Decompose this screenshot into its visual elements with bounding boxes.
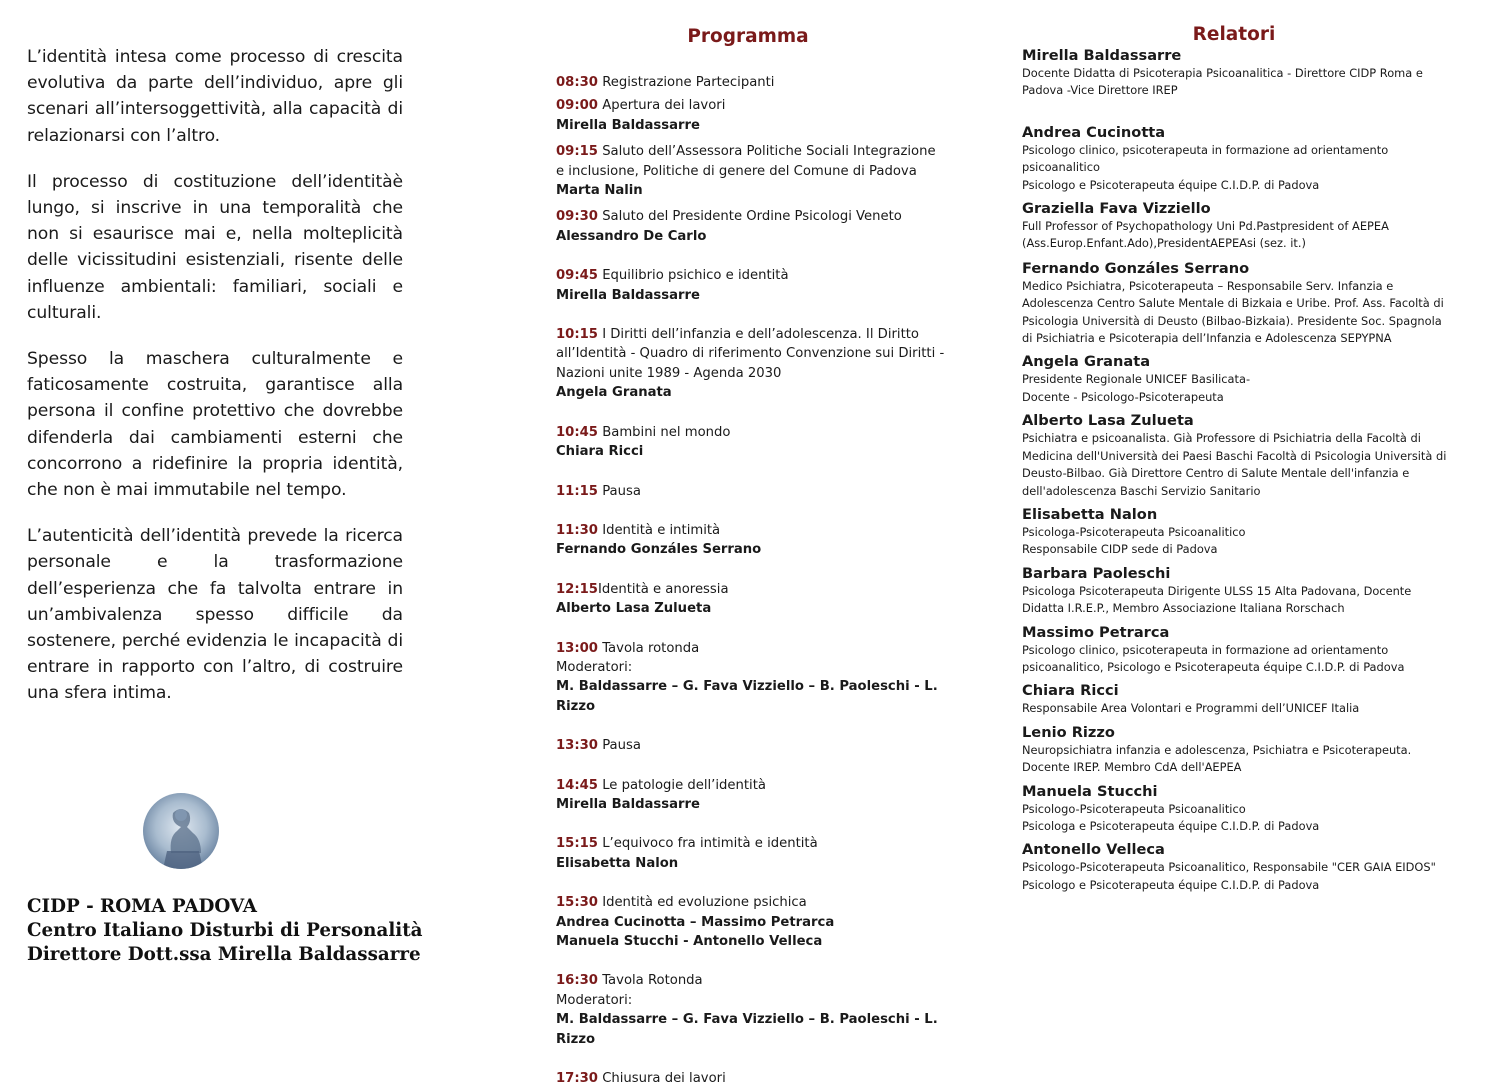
program-text: Pausa xyxy=(602,738,641,754)
speaker-description: Docente Didatta di Psicoterapia Psicoanalitica - Direttore CIDP Roma e Padova -Vice Direttore IREP xyxy=(1022,66,1423,98)
speaker-description: Responsabile Area Volontari e Programmi dell’UNICEF Italia xyxy=(1022,701,1360,716)
speaker-entry xyxy=(1022,682,1452,717)
program-time: 13:30 xyxy=(556,738,598,754)
program-speaker: Mirella Baldassarre xyxy=(556,117,700,133)
org-line-3: Direttore Dott.ssa Mirella Baldassarre xyxy=(27,944,421,965)
program-speaker: Marta Nalin xyxy=(556,183,643,199)
speaker-entry xyxy=(1022,200,1452,253)
program-time: 09:45 xyxy=(556,268,598,284)
speaker-description: Psicologo clinico, psicoterapeuta in formazione ad orientamento psicoanalitico Psicologo e Psicoterapeuta équipe C.I.D.P. di Padova xyxy=(1022,142,1389,192)
program-time: 11:15 xyxy=(556,483,598,499)
program-time: 10:15 xyxy=(556,327,598,343)
program-speaker: Andrea Cucinotta – Massimo Petrarca xyxy=(556,914,835,930)
intro-paragraph: Il processo di costituzione dell’identitàè lungo, si inscrive in una temporalità che non si esaurisce mai e, nella molteplicità delle vicissitudini esistenziali, risente delle influenze ambientali: familiari, sociali e culturali. xyxy=(27,171,403,323)
program-text: Identità e intimità xyxy=(602,522,721,538)
speaker-description: Psicologo-Psicoterapeuta Psicoanalitico, Responsabile "CER GAIA EIDOS" Psicologo e Psicoterapeuta équipe C.I.D.P. di Padova xyxy=(1022,860,1436,892)
speaker-entry xyxy=(1022,412,1452,500)
speaker-name: Chiara Ricci xyxy=(1022,682,1119,700)
program-item xyxy=(556,639,946,717)
program-text: Chiusura dei lavori xyxy=(602,1071,726,1087)
speaker-entry xyxy=(1022,353,1452,406)
statue-icon xyxy=(143,793,219,869)
speaker-description: Psicologo-Psicoterapeuta Psicoanalitico Psicologa e Psicoterapeuta équipe C.I.D.P. di Padova xyxy=(1022,801,1320,833)
program-item xyxy=(556,971,946,1049)
program-text: Identità ed evoluzione psichica xyxy=(602,895,807,911)
program-text: Saluto del Presidente Ordine Psicologi Veneto xyxy=(602,209,902,225)
organization-block xyxy=(27,895,423,967)
program-time: 09:15 xyxy=(556,144,598,160)
speaker-name: Graziella Fava Vizziello xyxy=(1022,200,1211,218)
program-speaker: M. Baldassarre – G. Fava Vizziello – B. Paoleschi - L. Rizzo xyxy=(556,679,938,714)
program-text: Tavola rotonda xyxy=(602,640,700,656)
speaker-description: Full Professor of Psychopathology Uni Pd.Pastpresident of AEPEA (Ass.Europ.Enfant.Ado),PresidentAEPEAsi (sez. it.) xyxy=(1022,219,1389,251)
speaker-name: Lenio Rizzo xyxy=(1022,723,1115,741)
program-time: 08:30 xyxy=(556,75,598,90)
program-text: Registrazione Partecipanti xyxy=(602,75,775,90)
program-speaker: M. Baldassarre – G. Fava Vizziello – B. Paoleschi - L. Rizzo xyxy=(556,1012,938,1047)
program-speaker: Chiara Ricci xyxy=(556,444,644,460)
program-item xyxy=(556,580,946,619)
program-speaker: Mirella Baldassarre xyxy=(556,287,700,303)
program-time: 15:30 xyxy=(556,895,598,911)
program-text: Pausa xyxy=(602,483,641,499)
program-text: Apertura dei lavori xyxy=(602,98,726,114)
speaker-name: Andrea Cucinotta xyxy=(1022,123,1166,141)
speaker-entry xyxy=(1022,565,1452,618)
program-time: 12:15 xyxy=(556,581,598,597)
program-item xyxy=(556,325,946,403)
program-item xyxy=(556,73,946,92)
speaker-name: Barbara Paoleschi xyxy=(1022,564,1171,582)
program-text: Equilibrio psichico e identità xyxy=(602,268,789,284)
program-speaker: Alessandro De Carlo xyxy=(556,228,707,244)
speaker-entry xyxy=(1022,624,1452,677)
speaker-description: Presidente Regionale UNICEF Basilicata- Docente - Psicologo-Psicoterapeuta xyxy=(1022,372,1251,404)
program-time: 09:30 xyxy=(556,209,598,225)
program-item xyxy=(556,893,946,951)
speaker-description: Medico Psichiatra, Psicoterapeuta – Responsabile Serv. Infanzia e Adolescenza Centro Salute Mentale di Bizkaia e Uribe. Prof. Ass. Facoltà di Psicologia Università di Deusto (Bilbao-Bizkaia). Presidente Soc. Spagnola di Psichiatria e Psicoterapia dell’Infanzia e Adolescenza SEPYPNA xyxy=(1022,278,1444,346)
program-speaker: Mirella Baldassarre xyxy=(556,796,700,812)
speaker-description: Psichiatra e psicoanalista. Già Professore di Psichiatria della Facoltà di Medicina dell'Università dei Paesi Baschi Facoltà di Psicologia Università di Deusto-Bilbao. Già Direttore Centro di Salute Mentale dell'infanzia e dell'adolescenza Baschi Servizio Sanitario xyxy=(1022,431,1447,498)
program-time: 16:30 xyxy=(556,973,598,989)
speaker-description: Psicologa-Psicoterapeuta Psicoanalitico Responsabile CIDP sede di Padova xyxy=(1022,524,1246,557)
program-time: 10:45 xyxy=(556,424,598,440)
org-line-1: CIDP - ROMA PADOVA xyxy=(27,896,257,917)
speaker-description: Psicologo clinico, psicoterapeuta in formazione ad orientamento psicoanalitico, Psicologo e Psicoterapeuta équipe C.I.D.P. di Padova xyxy=(1022,642,1405,674)
program-item xyxy=(556,142,946,200)
speaker-description: Psicologa Psicoterapeuta Dirigente ULSS 15 Alta Padovana, Docente Didatta I.R.E.P., Membro Associazione Italiana Rorschach xyxy=(1022,583,1412,616)
programma-column xyxy=(556,26,946,1088)
program-time: 14:45 xyxy=(556,777,598,793)
speaker-name: Angela Granata xyxy=(1022,353,1151,371)
intro-paragraph: L’identità intesa come processo di crescita evolutiva da parte dell’individuo, apre gli scenari all’intersoggettività, alla capacità di relazionarsi con l’altro. xyxy=(27,47,403,146)
speaker-name: Mirella Baldassarre xyxy=(1022,47,1182,64)
speaker-entry xyxy=(1022,47,1452,100)
intro-paragraph: L’autenticità dell’identità prevede la ricerca personale e la trasformazione dell’esperienza che fa talvolta entrare in un’ambivalenza spesso difficile da sostenere, perché evidenzia le incapacità di entrare in rapporto con l’altro, di costruire una sfera intima. xyxy=(27,526,403,704)
program-item xyxy=(556,482,946,501)
speaker-entry xyxy=(1022,124,1452,194)
relatori-title: Relatori xyxy=(1192,24,1276,45)
cidp-logo-image xyxy=(143,793,219,869)
program-speaker: Angela Granata xyxy=(556,385,672,401)
speaker-entry xyxy=(1022,841,1452,894)
speaker-entry xyxy=(1022,260,1452,348)
program-item xyxy=(556,736,946,755)
speaker-name: Fernando Gonzáles Serrano xyxy=(1022,259,1250,277)
program-speaker: Fernando Gonzáles Serrano xyxy=(556,542,762,558)
program-text: Identità e anoressia xyxy=(597,581,729,597)
speaker-entry xyxy=(1022,783,1452,836)
programma-title: Programma xyxy=(687,26,809,47)
program-time: 09:00 xyxy=(556,98,598,114)
program-item xyxy=(556,96,946,135)
program-item xyxy=(556,776,946,815)
speaker-description: Neuropsichiatra infanzia e adolescenza, Psichiatra e Psicoterapeuta. Docente IREP. Membro CdA dell'AEPEA xyxy=(1022,742,1412,775)
program-text: Bambini nel mondo xyxy=(602,424,731,440)
program-item xyxy=(556,207,946,246)
relatori-column xyxy=(1022,24,1452,894)
speaker-entry xyxy=(1022,724,1452,777)
program-speaker: Elisabetta Nalon xyxy=(556,855,679,871)
program-text: I Diritti dell’infanzia e dell’adolescenza. Il Diritto all’Identità - Quadro di riferimento Convenzione sui Diritti - Nazioni unite 1989 - Agenda 2030 xyxy=(556,327,945,381)
program-subtitle: Moderatori: xyxy=(556,659,633,675)
intro-paragraph: Spesso la maschera culturalmente e faticosamente costruita, garantisce alla persona il confine protettivo che dovrebbe difenderla dai cambiamenti esterni che concorrono a ridefinire la propria identità, che non è mai immutabile nel tempo. xyxy=(27,349,403,501)
program-item xyxy=(556,423,946,462)
program-text: L’equivoco fra intimità e identità xyxy=(602,836,818,852)
program-text: Saluto dell’Assessora Politiche Sociali Integrazione e inclusione, Politiche di genere del Comune di Padova xyxy=(556,144,936,179)
program-item xyxy=(556,266,946,305)
program-time: 11:30 xyxy=(556,522,598,538)
program-subtitle: Moderatori: xyxy=(556,992,633,1008)
program-text: Tavola Rotonda xyxy=(602,973,703,989)
program-speaker: Alberto Lasa Zulueta xyxy=(556,601,712,617)
program-text: Le patologie dell’identità xyxy=(602,777,766,793)
speaker-name: Antonello Velleca xyxy=(1022,841,1165,859)
program-time: 15:15 xyxy=(556,836,598,852)
program-speaker: Manuela Stucchi - Antonello Velleca xyxy=(556,934,823,949)
speaker-name: Alberto Lasa Zulueta xyxy=(1022,412,1194,430)
program-item xyxy=(556,1069,946,1088)
speaker-name: Massimo Petrarca xyxy=(1022,623,1170,641)
speaker-entry xyxy=(1022,506,1452,559)
intro-column xyxy=(27,44,403,727)
speaker-name: Elisabetta Nalon xyxy=(1022,505,1158,523)
program-item xyxy=(556,834,946,873)
speaker-name: Manuela Stucchi xyxy=(1022,782,1158,800)
program-time: 13:00 xyxy=(556,640,598,656)
program-item xyxy=(556,521,946,560)
program-time: 17:30 xyxy=(556,1071,598,1087)
org-line-2: Centro Italiano Disturbi di Personalità xyxy=(27,920,423,941)
